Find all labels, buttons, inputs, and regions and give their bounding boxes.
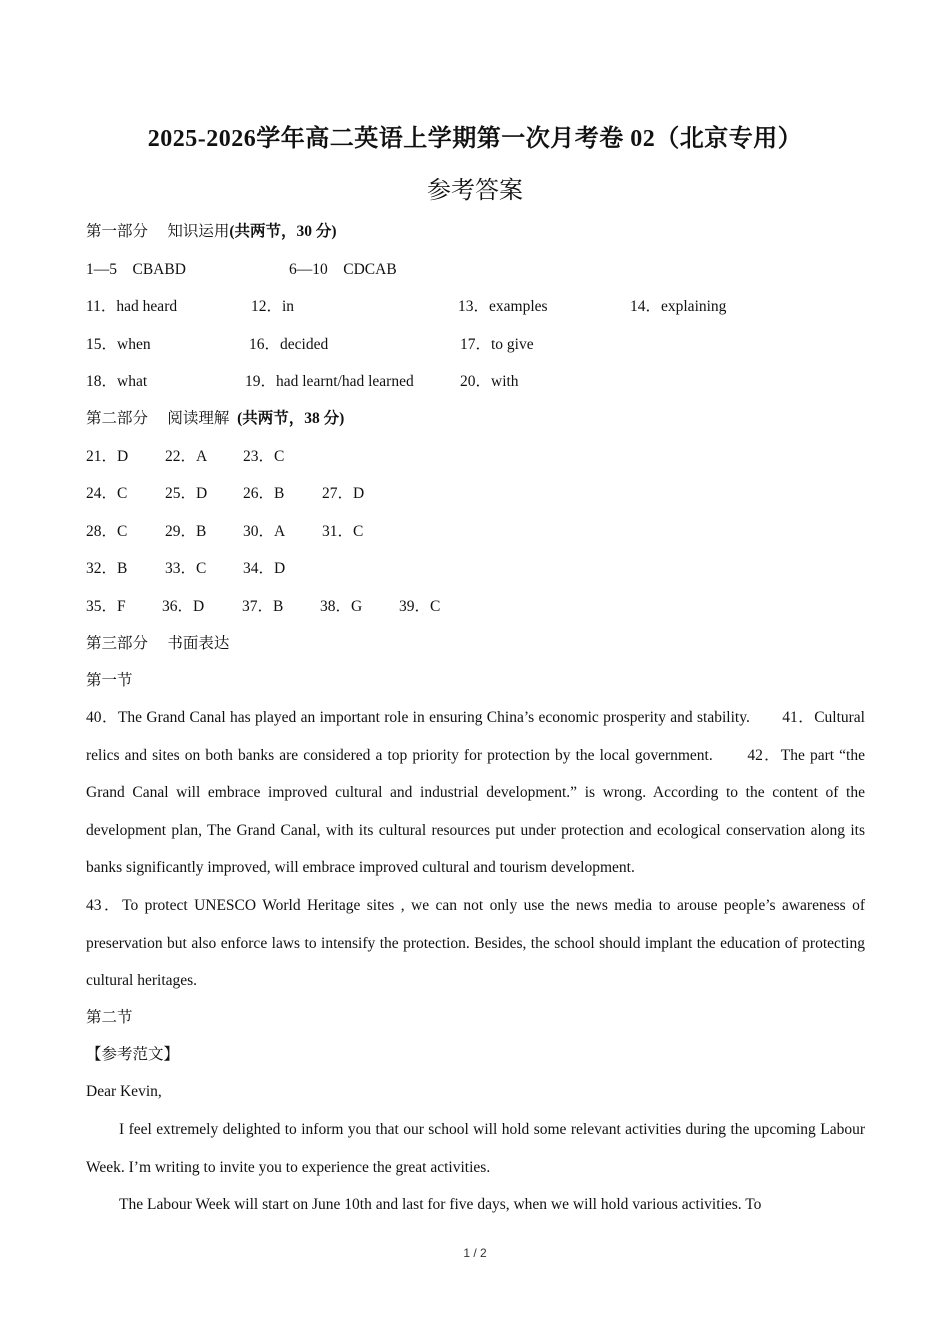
mc-answers-6-10: 6—10 CDCAB	[289, 261, 397, 278]
answer-37: 37．B	[242, 598, 284, 615]
part3-section1: 第一节	[86, 672, 133, 689]
mc-answers-1-5: 1—5 CBABD	[86, 261, 186, 278]
answer-23: 23．C	[243, 448, 285, 465]
answer-14: 14．explaining	[630, 298, 727, 315]
part2-heading-text: 第二部分 阅读理解	[86, 410, 230, 427]
sample-essay-label: 【参考范文】	[86, 1046, 180, 1063]
answer-31: 31．C	[322, 523, 364, 540]
answer-38: 38．G	[320, 598, 363, 615]
answer-29: 29．B	[165, 523, 207, 540]
answers-40-42: 40．The Grand Canal has played an important role in ensuring China’s economic prosperity and stability. 41．Cultural relics and sites on both banks are considered a top priority for protection by the local government. 42．The part “the Grand Canal will embrace improved cultural and industrial development.” is wrong. According to the content of the development plan, The Grand Canal, with its cultural resources put under protection and ecological conservation along its banks significantly improved, will embrace improved cultural and tourism development.	[86, 709, 865, 876]
letter-paragraph-2: The Labour Week will start on June 10th and last for five days, when we will hold various activities. To	[119, 1196, 762, 1213]
letter-greeting: Dear Kevin,	[86, 1083, 162, 1100]
answer-35: 35．F	[86, 598, 126, 615]
part2-heading	[86, 408, 344, 430]
page-subtitle: 参考答案	[427, 178, 523, 204]
answer-12: 12．in	[251, 298, 295, 315]
answer-16: 16．decided	[249, 336, 329, 353]
answer-21: 21．D	[86, 448, 129, 465]
answer-27: 27．D	[322, 485, 365, 502]
answer-30: 30．A	[243, 523, 286, 540]
page-title: 2025-2026学年高二英语上学期第一次月考卷 02（北京专用）	[147, 126, 803, 152]
answer-24: 24．C	[86, 485, 128, 502]
answer-18: 18．what	[86, 373, 148, 390]
answer-19: 19．had learnt/had learned	[245, 373, 414, 390]
answer-20: 20．with	[460, 373, 519, 390]
answer-11: 11．had heard	[86, 298, 178, 315]
answer-25: 25．D	[165, 485, 208, 502]
answer-39: 39．C	[399, 598, 441, 615]
answer-17: 17．to give	[460, 336, 534, 353]
page-number: 1 / 2	[463, 1246, 487, 1260]
part1-score: (共两节，30 分)	[229, 223, 337, 240]
letter-paragraph-1: I feel extremely delighted to inform you that our school will hold some relevant activities during the upcoming Labour Week. I’m writing to invite you to experience the great activities.	[86, 1121, 865, 1176]
answer-26: 26．B	[243, 485, 285, 502]
answer-32: 32．B	[86, 560, 128, 577]
part3-heading: 第三部分 书面表达	[86, 635, 230, 652]
answer-34: 34．D	[243, 560, 286, 577]
answer-28: 28．C	[86, 523, 128, 540]
answer-36: 36．D	[162, 598, 205, 615]
part3-section2: 第二节	[86, 1009, 133, 1026]
part2-score: (共两节，38 分)	[237, 410, 345, 427]
answer-43: 43．To protect UNESCO World Heritage sites , we can not only use the news media to arouse people’s awareness of preservation but also enforce laws to intensify the protection. Besides, the school should implant the education of protecting cultural heritages.	[86, 897, 865, 989]
answer-22: 22．A	[165, 448, 208, 465]
part1-heading-text: 第一部分 知识运用	[86, 223, 230, 240]
answer-13: 13．examples	[458, 298, 548, 315]
part1-heading	[86, 221, 337, 243]
answer-15: 15．when	[86, 336, 151, 353]
answer-33: 33．C	[165, 560, 207, 577]
